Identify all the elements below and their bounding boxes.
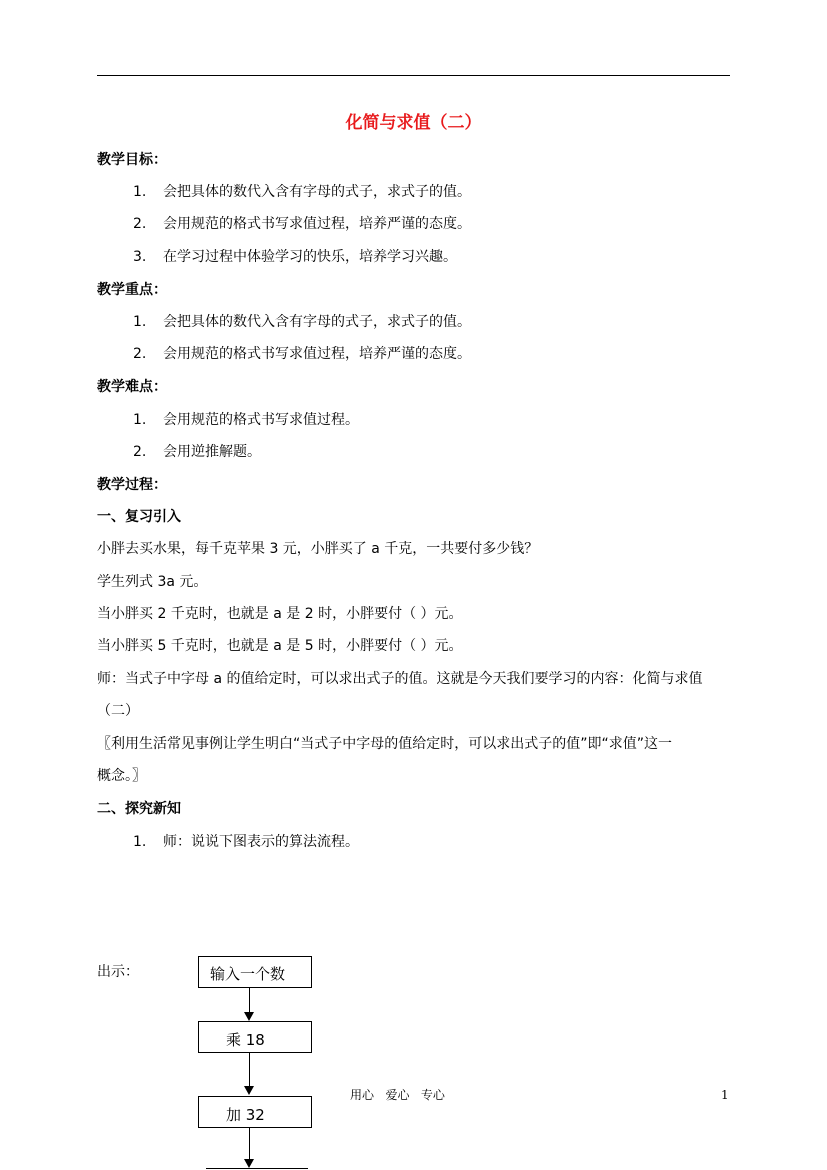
- key-point-item-2: 2. 会用规范的格式书写求值过程，培养严谨的态度。: [133, 346, 471, 362]
- flowchart-step-input: 输入一个数: [198, 956, 312, 988]
- teacher-line-2: （二）: [97, 703, 139, 719]
- flowchart-step-add: 加 32: [198, 1096, 312, 1128]
- flowchart-label: 出示：: [97, 964, 139, 980]
- difficulties-heading: 教学难点：: [97, 379, 167, 395]
- flowchart-connector-3: [249, 1128, 250, 1160]
- page-number: 1: [721, 1088, 729, 1102]
- goals-heading: 教学目标：: [97, 152, 167, 168]
- footer-motto: 用心 爱心 专心: [350, 1088, 445, 1102]
- key-points-heading: 教学重点：: [97, 282, 167, 298]
- section1-line-3: 当小胖买 2 千克时，也就是 a 是 2 时，小胖要付（ ）元。: [97, 606, 463, 622]
- note-line-1: 〖利用生活常见事例让学生明白“当式子中字母的值给定时，可以求出式子的值”即“求值”这一: [97, 736, 673, 752]
- arrow-down-icon: [244, 1086, 254, 1095]
- arrow-down-icon: [244, 1159, 254, 1168]
- process-heading: 教学过程：: [97, 477, 167, 493]
- goal-item-1: 1. 会把具体的数代入含有字母的式子，求式子的值。: [133, 184, 471, 200]
- section1-line-4: 当小胖买 5 千克时，也就是 a 是 5 时，小胖要付（ ）元。: [97, 638, 463, 654]
- section1-heading: 一、复习引入: [97, 509, 181, 525]
- teacher-line-1: 师：当式子中字母 a 的值给定时，可以求出式子的值。这就是今天我们要学习的内容：化简与求值: [97, 671, 703, 687]
- flowchart-step-multiply: 乘 18: [198, 1021, 312, 1053]
- flowchart-next-box-edge: [206, 1168, 308, 1169]
- difficulty-item-2: 2. 会用逆推解题。: [133, 444, 261, 460]
- note-line-2: 概念。〗: [97, 768, 146, 784]
- header-rule: [97, 75, 730, 76]
- section1-line-1: 小胖去买水果，每千克苹果 3 元，小胖买了 a 千克，一共要付多少钱？: [97, 541, 539, 557]
- goal-item-2: 2. 会用规范的格式书写求值过程，培养严谨的态度。: [133, 216, 471, 232]
- section2-item-1: 1. 师：说说下图表示的算法流程。: [133, 834, 359, 850]
- arrow-down-icon: [244, 1012, 254, 1021]
- section2-heading: 二、探究新知: [97, 801, 181, 817]
- goal-item-3: 3. 在学习过程中体验学习的快乐，培养学习兴趣。: [133, 249, 457, 265]
- flowchart-connector-2: [249, 1053, 250, 1086]
- key-point-item-1: 1. 会把具体的数代入含有字母的式子，求式子的值。: [133, 314, 471, 330]
- difficulty-item-1: 1. 会用规范的格式书写求值过程。: [133, 412, 359, 428]
- section1-line-2: 学生列式 3a 元。: [97, 574, 208, 590]
- page-title: 化简与求值（二）: [345, 113, 482, 133]
- flowchart-connector-1: [249, 988, 250, 1012]
